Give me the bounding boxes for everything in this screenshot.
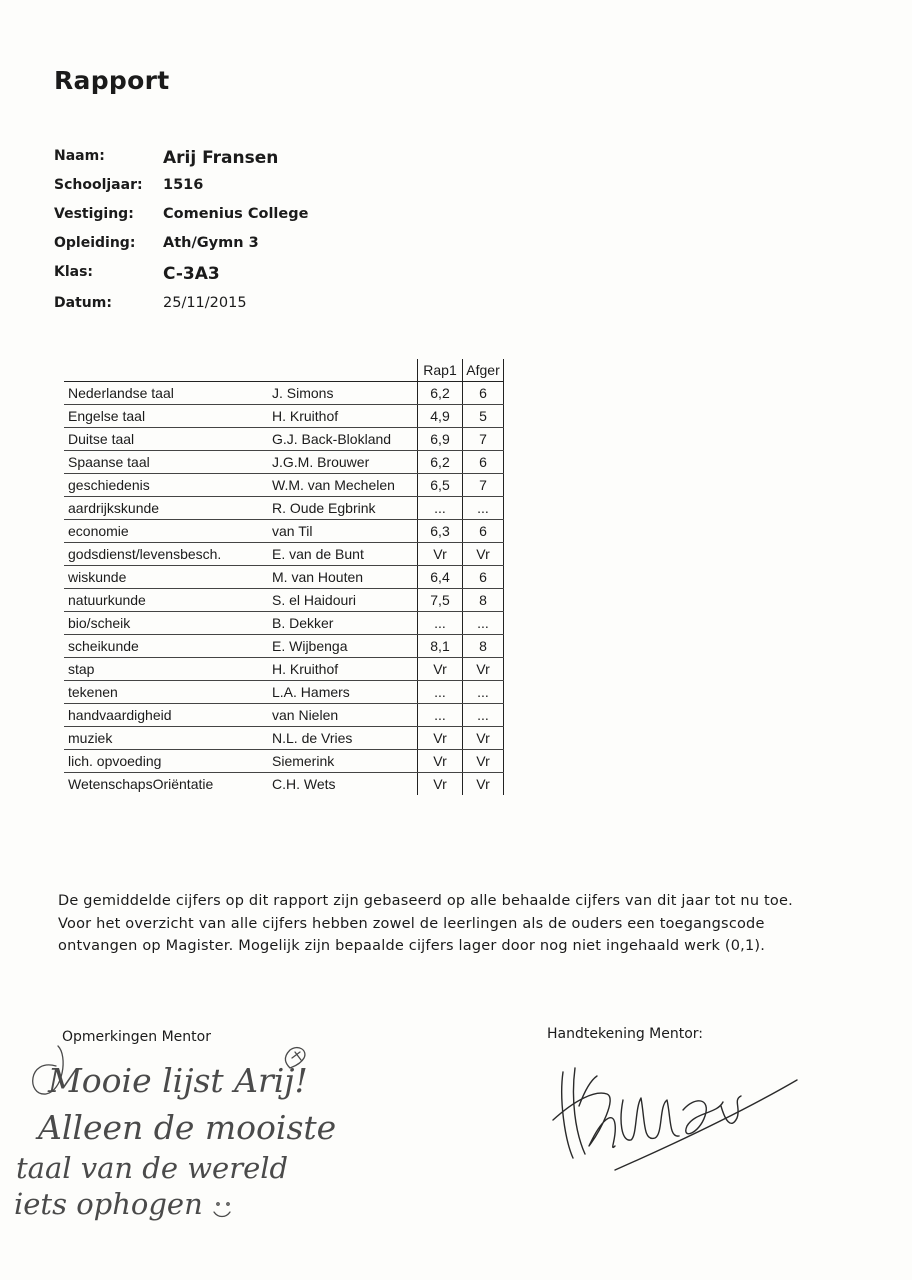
info-label: Datum: [54,295,112,311]
subject-cell: muziek [64,727,270,750]
teacher-cell: W.M. van Mechelen [270,474,418,497]
info-label: Naam: [54,148,105,164]
teacher-cell: N.L. de Vries [270,727,418,750]
note-line: De gemiddelde cijfers op dit rapport zijn gebaseerd op alle behaalde cijfers van dit jaar tot nu toe. [58,893,793,909]
subject-cell: economie [64,520,270,543]
school-year: 1516 [163,177,204,193]
teacher-cell: E. van de Bunt [270,543,418,566]
final-grade-cell: 6 [463,566,504,589]
info-label: Opleiding: [54,235,136,251]
subject-cell: lich. opvoeding [64,750,270,773]
header-afger: Afger [463,359,504,382]
rap1-grade-cell: Vr [418,543,463,566]
teacher-cell: L.A. Hamers [270,681,418,704]
subject-cell: geschiedenis [64,474,270,497]
mentor-remarks-label: Opmerkingen Mentor [62,1029,211,1045]
class: C-3A3 [163,264,220,284]
table-row [64,750,504,773]
table-row [64,405,504,428]
table-row [64,520,504,543]
final-grade-cell: 7 [463,474,504,497]
rap1-grade-cell: ... [418,497,463,520]
handwriting-line: Alleen de mooiste [38,1108,337,1147]
subject-cell: handvaardigheid [64,704,270,727]
page-title: Rapport [54,66,170,95]
final-grade-cell: ... [463,704,504,727]
table-row [64,635,504,658]
final-grade-cell: ... [463,681,504,704]
subject-cell: WetenschapsOriëntatie [68,776,214,792]
final-grade-cell: 7 [463,428,504,451]
teacher-cell: B. Dekker [270,612,418,635]
rap1-grade-cell: Vr [418,658,463,681]
teacher-cell: Siemerink [270,750,418,773]
grades-header-row [64,359,504,382]
teacher-cell: G.J. Back-Blokland [270,428,418,451]
table-row [64,658,504,681]
handwriting-line: Mooie lijst Arij! [48,1061,308,1100]
final-grade-cell: Vr [463,727,504,750]
rap1-grade-cell: ... [418,704,463,727]
rap1-grade-cell: 6,2 [418,382,463,405]
subject-cell: tekenen [64,681,270,704]
rap1-grade-cell: 6,2 [418,451,463,474]
final-grade-cell: ... [463,612,504,635]
info-label: Schooljaar: [54,177,143,193]
teacher-cell: J.G.M. Brouwer [270,451,418,474]
table-row [64,566,504,589]
info-label: Klas: [54,264,94,280]
subject-cell: scheikunde [64,635,270,658]
mentor-signature-label: Handtekening Mentor: [547,1026,704,1042]
table-row [64,474,504,497]
final-grade-cell: 6 [463,451,504,474]
final-grade-cell: Vr [463,773,504,796]
table-row [64,497,504,520]
subject-cell: bio/scheik [64,612,270,635]
subject-cell: wiskunde [64,566,270,589]
final-grade-cell: 6 [463,520,504,543]
rap1-grade-cell: ... [418,681,463,704]
subject-cell: Engelse taal [64,405,270,428]
subject-cell: Spaanse taal [64,451,270,474]
teacher-cell: J. Simons [270,382,418,405]
table-row [64,612,504,635]
handwriting-line: iets ophogen [14,1187,203,1221]
teacher-cell: van Nielen [270,704,418,727]
rap1-grade-cell: 4,9 [418,405,463,428]
rap1-grade-cell: 8,1 [418,635,463,658]
grades-note [58,890,838,958]
subject-cell: godsdienst/levensbesch. [64,543,270,566]
teacher-cell: R. Oude Egbrink [270,497,418,520]
grades-table [64,359,504,795]
subject-cell: Duitse taal [64,428,270,451]
mentor-remarks-handwriting [8,1036,348,1226]
table-row [64,543,504,566]
header-rap1: Rap1 [418,359,463,382]
final-grade-cell: Vr [463,658,504,681]
rap1-grade-cell: 7,5 [418,589,463,612]
teacher-cell: E. Wijbenga [270,635,418,658]
table-row [64,428,504,451]
note-line: ontvangen op Magister. Mogelijk zijn bepaalde cijfers lager door nog niet ingehaald werk (0,1). [58,938,766,954]
student-name: Arij Fransen [163,148,279,168]
info-label: Vestiging: [54,206,134,222]
table-row [64,589,504,612]
rap1-grade-cell: Vr [418,727,463,750]
teacher-cell: H. Kruithof [270,658,418,681]
final-grade-cell: 6 [463,382,504,405]
subject-cell: natuurkunde [64,589,270,612]
final-grade-cell: 8 [463,589,504,612]
teacher-cell: van Til [270,520,418,543]
table-row [64,704,504,727]
subject-cell: Nederlandse taal [64,382,270,405]
final-grade-cell: 8 [463,635,504,658]
table-row [64,727,504,750]
rap1-grade-cell: 6,5 [418,474,463,497]
mentor-signature [545,1050,805,1180]
handwriting-line: taal van de wereld [16,1151,289,1185]
note-line: Voor het overzicht van alle cijfers hebben zowel de leerlingen als de ouders een toegangscode [58,915,765,932]
teacher-cell: M. van Houten [270,566,418,589]
rap1-grade-cell: 6,9 [418,428,463,451]
teacher-cell: H. Kruithof [270,405,418,428]
rap1-grade-cell: Vr [418,773,463,796]
rap1-grade-cell: Vr [418,750,463,773]
final-grade-cell: ... [463,497,504,520]
teacher-cell: C.H. Wets [272,776,336,792]
final-grade-cell: Vr [463,750,504,773]
teacher-cell: S. el Haidouri [270,589,418,612]
rap1-grade-cell: 6,3 [418,520,463,543]
school-location: Comenius College [163,206,309,222]
table-row [64,382,504,405]
final-grade-cell: 5 [463,405,504,428]
rap1-grade-cell: 6,4 [418,566,463,589]
subject-cell: stap [64,658,270,681]
rap1-grade-cell: ... [418,612,463,635]
table-row [64,773,504,796]
report-date: 25/11/2015 [163,295,247,311]
table-row [64,451,504,474]
final-grade-cell: Vr [463,543,504,566]
table-row [64,681,504,704]
program: Ath/Gymn 3 [163,235,259,251]
subject-cell: aardrijkskunde [64,497,270,520]
